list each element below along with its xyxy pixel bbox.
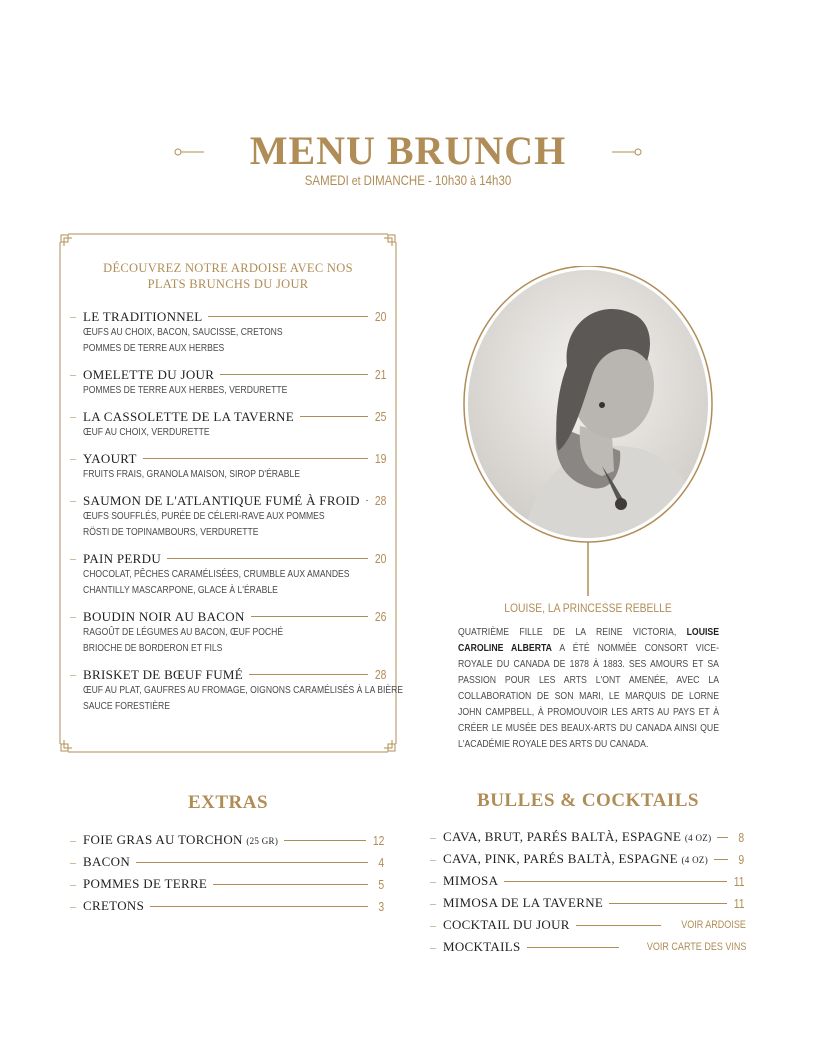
extras-item-label: POMMES DE TERRE xyxy=(83,876,208,891)
extras-item xyxy=(70,829,386,851)
board-item-desc: ŒUFS AU CHOIX, BACON, SAUCISSE, CRETONS xyxy=(83,327,283,338)
board-item xyxy=(70,450,388,483)
extras-item xyxy=(70,851,386,873)
portrait-louise xyxy=(462,266,714,596)
dash-icon: – xyxy=(70,609,76,623)
portrait-bio xyxy=(458,625,719,753)
extras-list xyxy=(70,829,386,917)
dash-icon: – xyxy=(70,854,76,869)
board-item-desc: RAGOÛT DE LÉGUMES AU BACON, ŒUF POCHÉ xyxy=(83,627,284,638)
bulles-item-price: VOIR ARDOISE xyxy=(681,919,746,931)
board-item-name: BRISKET DE BŒUF FUMÉ xyxy=(83,666,243,682)
board-item-desc: CHANTILLY MASCARPONE, GLACE À L'ÉRABLE xyxy=(83,585,278,596)
dash-icon: – xyxy=(70,493,76,507)
board-item xyxy=(70,666,404,715)
board-heading xyxy=(78,260,378,292)
dash-icon: – xyxy=(430,939,436,954)
board-item-desc: ŒUF AU PLAT, GAUFRES AU FROMAGE, OIGNONS CARAMÉLISÉS À LA BIÈRE xyxy=(83,685,404,696)
board-item-price: 25 xyxy=(374,409,386,424)
dash-icon: – xyxy=(70,832,76,847)
board-item-desc: ŒUFS SOUFFLÉS, PURÉE DE CÉLERI-RAVE AUX POMMES xyxy=(83,511,325,522)
bulles-item-name xyxy=(443,851,714,867)
board-item-desc: POMMES DE TERRE AUX HERBES, VERDURETTE xyxy=(83,385,288,396)
board-item-price: 20 xyxy=(374,309,386,324)
bulles-list xyxy=(430,826,746,958)
board-item-desc: CHOCOLAT, PÊCHES CARAMÉLISÉES, CRUMBLE AUX AMANDES xyxy=(83,569,350,580)
schedule-et: et xyxy=(348,173,364,188)
board-item xyxy=(70,408,388,441)
extras-item-label: CRETONS xyxy=(83,898,145,913)
bulles-item-name xyxy=(443,829,717,845)
board-item-row xyxy=(70,408,388,425)
board-items xyxy=(70,308,404,724)
board-item-row xyxy=(70,608,388,625)
bulles-item-label: CAVA, PINK, PARÉS BALTÀ, ESPAGNE xyxy=(443,851,678,866)
leader-line xyxy=(714,859,728,860)
board-item-desc: RÖSTI DE TOPINAMBOURS, VERDURETTE xyxy=(83,527,259,538)
leader-line xyxy=(576,925,661,926)
bulles-item-price: 11 xyxy=(733,873,745,889)
dash-icon: – xyxy=(430,829,436,844)
board-item-name: YAOURT xyxy=(83,450,137,466)
portrait-caption: LOUISE, LA PRINCESSE REBELLE xyxy=(504,601,672,615)
extras-item-label: FOIE GRAS AU TORCHON xyxy=(83,832,243,847)
leader-line xyxy=(300,416,368,417)
board-item-desc: FRUITS FRAIS, GRANOLA MAISON, SIROP D'ÉRABLE xyxy=(83,469,301,480)
bulles-item-price: VOIR CARTE DES VINS xyxy=(646,941,746,953)
dash-icon: – xyxy=(70,367,76,381)
board-item xyxy=(70,492,388,541)
leader-line xyxy=(717,837,728,838)
dash-icon: – xyxy=(70,309,76,323)
board-item-desc: POMMES DE TERRE AUX HERBES xyxy=(83,343,225,354)
bulles-item-label: COCKTAIL DU JOUR xyxy=(443,917,570,932)
bulles-item-price: 9 xyxy=(738,851,745,867)
schedule-a: à xyxy=(470,173,477,188)
bulles-item xyxy=(430,870,746,892)
bulles-item xyxy=(430,892,746,914)
leader-line xyxy=(249,674,368,675)
dash-icon: – xyxy=(70,409,76,423)
bulles-item-label: MOCKTAILS xyxy=(443,939,521,954)
bio-text: A ÉTÉ NOMMÉE CONSORT VICE-ROYALE DU CANADA DE 1878 À 1883. SES AMOURS ET SA PASSION POUR LES ARTS L'ONT AMENÉE, AVEC LA COLLABORATION DE SON MARI, LE MARQUIS DE LORNE JOHN CAMPBELL, À PROMOUVOIR LES ARTS AU PAYS ET À CRÉER LE MUSÉE DES BEAUX-ARTS DU CANADA AINSI QUE L'ACADÉMIE ROYALE DES ARTS DU CANADA. xyxy=(458,643,719,750)
bulles-item-note: (4 OZ) xyxy=(681,855,708,865)
extras-item xyxy=(70,873,386,895)
day-sunday: DIMANCHE xyxy=(363,172,425,188)
page-title: MENU BRUNCH xyxy=(249,128,567,173)
bio-name: LOUISE CAROLINE ALBERTA xyxy=(458,627,719,654)
schedule xyxy=(73,172,742,188)
bulles-item-label: MIMOSA DE LA TAVERNE xyxy=(443,895,604,910)
dash-icon: – xyxy=(430,873,436,888)
leader-line xyxy=(167,558,368,559)
extras-title: EXTRAS xyxy=(187,792,269,813)
leader-line xyxy=(609,903,726,904)
board-item-price: 28 xyxy=(374,667,386,682)
board-item-name: SAUMON DE L'ATLANTIQUE FUMÉ À FROID xyxy=(83,492,360,508)
dash-icon: – xyxy=(430,895,436,910)
extras-item-name xyxy=(83,876,213,892)
leader-line xyxy=(143,458,368,459)
extras-item-label: BACON xyxy=(83,854,131,869)
extras-item-name xyxy=(83,898,150,914)
board-item-desc: SAUCE FORESTIÈRE xyxy=(83,701,170,712)
extras-item-price: 12 xyxy=(372,832,384,848)
extras-item-note: (25 GR) xyxy=(246,836,279,846)
leader-line xyxy=(220,374,367,375)
bulles-item-name xyxy=(443,895,609,911)
board-item xyxy=(70,366,388,399)
bulles-item-label: MIMOSA xyxy=(443,873,499,888)
board-item-price: 28 xyxy=(374,493,386,508)
board-item-name: BOUDIN NOIR AU BACON xyxy=(83,608,245,624)
board-item-row xyxy=(70,450,388,467)
extras-item-name xyxy=(83,854,136,870)
extras-item xyxy=(70,895,386,917)
daily-board xyxy=(58,232,404,754)
hours-start: - 10h30 xyxy=(424,172,471,188)
board-heading-line1: DÉCOUVREZ NOTRE ARDOISE AVEC NOS xyxy=(103,261,353,275)
board-item xyxy=(70,308,388,357)
bulles-item-price: 8 xyxy=(738,829,745,845)
board-item-name: LA CASSOLETTE DE LA TAVERNE xyxy=(83,408,294,424)
extras-item-price: 4 xyxy=(378,854,385,870)
leader-line xyxy=(504,881,726,882)
bulles-item-price: 11 xyxy=(733,895,745,911)
bulles-item xyxy=(430,936,746,958)
bulles-title: BULLES & COCKTAILS xyxy=(477,790,699,811)
board-item-name: PAIN PERDU xyxy=(83,550,162,566)
leader-line xyxy=(251,616,368,617)
dash-icon: – xyxy=(70,451,76,465)
leader-line xyxy=(527,947,619,948)
bulles-item-name xyxy=(443,917,576,933)
bio-intro: QUATRIÈME FILLE DE LA REINE VICTORIA, xyxy=(458,627,687,638)
board-item-price: 26 xyxy=(374,609,386,624)
bulles-item-note: (4 OZ) xyxy=(684,833,712,843)
board-item-price: 20 xyxy=(374,551,386,566)
dash-icon: – xyxy=(430,851,436,866)
board-item xyxy=(70,550,388,599)
board-item-name: OMELETTE DU JOUR xyxy=(83,366,215,382)
leader-line xyxy=(208,316,367,317)
dash-icon: – xyxy=(70,667,76,681)
extras-item-price: 3 xyxy=(378,898,385,914)
hours-end: 14h30 xyxy=(476,172,512,188)
board-item xyxy=(70,608,388,657)
header xyxy=(0,128,816,188)
bulles-item-label: CAVA, BRUT, PARÉS BALTÀ, ESPAGNE xyxy=(443,829,682,844)
extras-item-price: 5 xyxy=(378,876,385,892)
dash-icon: – xyxy=(430,917,436,932)
board-item-row xyxy=(70,550,388,567)
board-item-row xyxy=(70,308,388,325)
board-heading-line2: PLATS BRUNCHS DU JOUR xyxy=(147,277,309,291)
bulles-item-name xyxy=(443,873,504,889)
leader-line xyxy=(150,906,368,907)
dash-icon: – xyxy=(70,876,76,891)
bulles-item xyxy=(430,826,746,848)
leader-line xyxy=(213,884,368,885)
dash-icon: – xyxy=(70,551,76,565)
leader-line xyxy=(136,862,368,863)
dash-icon: – xyxy=(70,898,76,913)
board-item-price: 21 xyxy=(374,367,386,382)
board-item-name: LE TRADITIONNEL xyxy=(83,308,203,324)
bulles-item-name xyxy=(443,939,527,955)
bulles-item xyxy=(430,848,746,870)
board-item-desc: BRIOCHE DE BORDERON ET FILS xyxy=(83,643,223,654)
leader-line xyxy=(284,840,365,841)
board-item-row xyxy=(70,492,388,509)
bulles-item xyxy=(430,914,746,936)
leader-line xyxy=(366,500,368,501)
board-item-price: 19 xyxy=(374,451,386,466)
board-item-row xyxy=(70,366,388,383)
board-item-desc: ŒUF AU CHOIX, VERDURETTE xyxy=(83,427,210,438)
board-item-row xyxy=(70,666,388,683)
day-saturday: SAMEDI xyxy=(304,172,349,188)
extras-item-name xyxy=(83,832,284,848)
